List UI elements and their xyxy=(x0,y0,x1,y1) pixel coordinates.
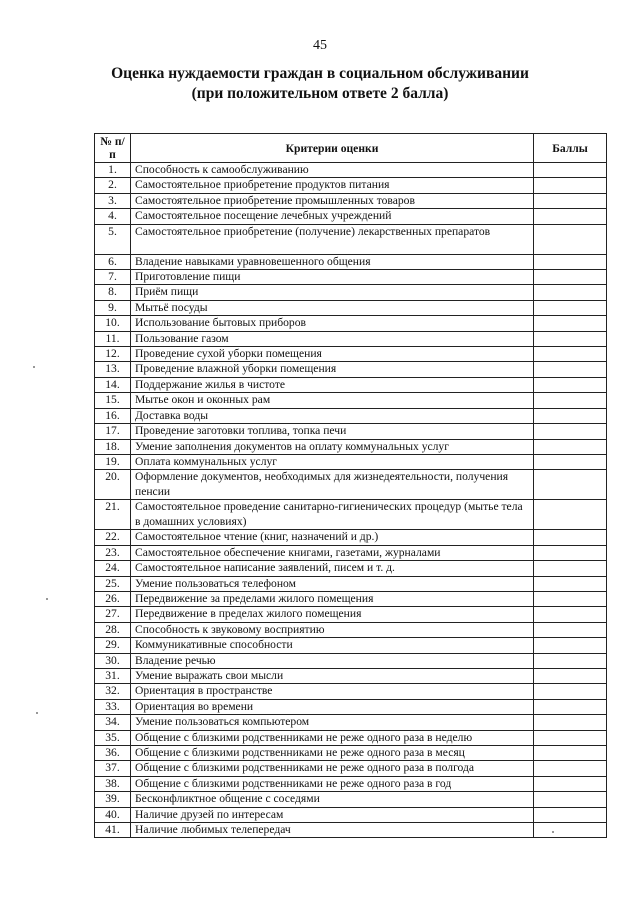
score-cell xyxy=(534,622,607,637)
table-row xyxy=(95,224,607,254)
row-number: 13. xyxy=(95,362,131,377)
score-cell xyxy=(534,270,607,285)
table-row xyxy=(95,193,607,208)
criterion-text: Мытье окон и оконных рам xyxy=(131,393,534,408)
score-cell xyxy=(534,823,607,838)
score-cell xyxy=(534,362,607,377)
row-number: 15. xyxy=(95,393,131,408)
score-cell xyxy=(534,454,607,469)
table-row xyxy=(95,730,607,745)
table-row xyxy=(95,792,607,807)
score-cell xyxy=(534,730,607,745)
score-cell xyxy=(534,761,607,776)
criterion-text: Доставка воды xyxy=(131,408,534,423)
row-number: 32. xyxy=(95,684,131,699)
row-number: 20. xyxy=(95,470,131,500)
table-header-row xyxy=(95,134,607,163)
score-cell xyxy=(534,377,607,392)
row-number: 11. xyxy=(95,331,131,346)
row-number: 1. xyxy=(95,163,131,178)
header-number xyxy=(95,134,131,163)
score-cell xyxy=(534,439,607,454)
score-cell xyxy=(534,576,607,591)
row-number: 4. xyxy=(95,209,131,224)
row-number: 38. xyxy=(95,776,131,791)
score-cell xyxy=(534,408,607,423)
header-criteria xyxy=(131,134,534,163)
score-cell xyxy=(534,331,607,346)
criterion-text: Пользование газом xyxy=(131,331,534,346)
table-row xyxy=(95,454,607,469)
title-line-2: (при положительном ответе 2 балла) xyxy=(191,85,449,102)
table-row xyxy=(95,209,607,224)
row-number: 40. xyxy=(95,807,131,822)
criterion-text: Проведение влажной уборки помещения xyxy=(131,362,534,377)
criterion-text: Умение пользоваться телефоном xyxy=(131,576,534,591)
score-cell xyxy=(534,285,607,300)
table-row xyxy=(95,300,607,315)
table-row xyxy=(95,561,607,576)
criterion-text: Наличие друзей по интересам xyxy=(131,807,534,822)
row-number: 21. xyxy=(95,500,131,530)
criterion-text: Наличие любимых телепередач xyxy=(131,823,534,838)
criterion-text: Самостоятельное приобретение продуктов питания xyxy=(131,178,534,193)
page-number: 45 xyxy=(313,38,327,53)
criterion-text: Мытьё посуды xyxy=(131,300,534,315)
table-row xyxy=(95,668,607,683)
row-number: 12. xyxy=(95,347,131,362)
score-cell xyxy=(534,807,607,822)
table-row xyxy=(95,746,607,761)
criterion-text: Бесконфликтное общение с соседями xyxy=(131,792,534,807)
title-line-1: Оценка нуждаемости граждан в социальном обслуживании xyxy=(111,65,529,82)
table-row xyxy=(95,576,607,591)
criterion-text: Общение с близкими родственниками не реже одного раза в полгода xyxy=(131,761,534,776)
criterion-text: Умение выражать свои мысли xyxy=(131,668,534,683)
criterion-text: Приготовление пищи xyxy=(131,270,534,285)
row-number: 8. xyxy=(95,285,131,300)
row-number: 31. xyxy=(95,668,131,683)
criterion-text: Ориентация во времени xyxy=(131,699,534,714)
row-number: 36. xyxy=(95,746,131,761)
table-row xyxy=(95,270,607,285)
table-row xyxy=(95,470,607,500)
criterion-text: Самостоятельное посещение лечебных учреждений xyxy=(131,209,534,224)
table-row xyxy=(95,377,607,392)
score-cell xyxy=(534,684,607,699)
score-cell xyxy=(534,178,607,193)
criterion-text: Использование бытовых приборов xyxy=(131,316,534,331)
row-number: 18. xyxy=(95,439,131,454)
criterion-text: Приём пищи xyxy=(131,285,534,300)
table-row xyxy=(95,684,607,699)
criterion-text: Самостоятельное приобретение (получение) лекарственных препаратов xyxy=(131,224,534,254)
row-number: 10. xyxy=(95,316,131,331)
header-number-label: № п/п xyxy=(100,135,125,161)
table-body xyxy=(95,163,607,838)
score-cell xyxy=(534,668,607,683)
score-cell xyxy=(534,393,607,408)
header-score-label: Баллы xyxy=(552,141,588,155)
table-row xyxy=(95,347,607,362)
criterion-text: Владение навыками уравновешенного общения xyxy=(131,254,534,269)
table-row xyxy=(95,699,607,714)
criterion-text: Оплата коммунальных услуг xyxy=(131,454,534,469)
row-number: 14. xyxy=(95,377,131,392)
table-row xyxy=(95,715,607,730)
row-number: 16. xyxy=(95,408,131,423)
row-number: 35. xyxy=(95,730,131,745)
score-cell xyxy=(534,316,607,331)
score-cell xyxy=(534,561,607,576)
row-number: 17. xyxy=(95,424,131,439)
row-number: 7. xyxy=(95,270,131,285)
criterion-text: Проведение сухой уборки помещения xyxy=(131,347,534,362)
score-cell xyxy=(534,163,607,178)
score-cell xyxy=(534,746,607,761)
criterion-text: Самостоятельное чтение (книг, назначений и др.) xyxy=(131,530,534,545)
table-row xyxy=(95,439,607,454)
score-cell xyxy=(534,209,607,224)
table-row xyxy=(95,254,607,269)
criteria-table xyxy=(94,133,607,838)
table-row xyxy=(95,638,607,653)
criterion-text: Самостоятельное приобретение промышленных товаров xyxy=(131,193,534,208)
table-row xyxy=(95,316,607,331)
criterion-text: Поддержание жилья в чистоте xyxy=(131,377,534,392)
table-row xyxy=(95,607,607,622)
row-number: 37. xyxy=(95,761,131,776)
criterion-text: Передвижение за пределами жилого помещения xyxy=(131,591,534,606)
table-row xyxy=(95,331,607,346)
score-cell xyxy=(534,254,607,269)
criterion-text: Способность к звуковому восприятию xyxy=(131,622,534,637)
row-number: 25. xyxy=(95,576,131,591)
score-cell xyxy=(534,500,607,530)
criterion-text: Ориентация в пространстве xyxy=(131,684,534,699)
table-row xyxy=(95,393,607,408)
score-cell xyxy=(534,424,607,439)
row-number: 23. xyxy=(95,545,131,560)
table-row xyxy=(95,530,607,545)
criterion-text: Оформление документов, необходимых для жизнедеятельности, получения пенсии xyxy=(131,470,534,500)
criterion-text: Способность к самообслуживанию xyxy=(131,163,534,178)
score-cell xyxy=(534,653,607,668)
row-number: 34. xyxy=(95,715,131,730)
row-number: 6. xyxy=(95,254,131,269)
table-row xyxy=(95,823,607,838)
row-number: 33. xyxy=(95,699,131,714)
table-row xyxy=(95,408,607,423)
page-title xyxy=(40,64,600,104)
score-cell xyxy=(534,470,607,500)
row-number: 28. xyxy=(95,622,131,637)
score-cell xyxy=(534,347,607,362)
row-number: 5. xyxy=(95,224,131,254)
score-cell xyxy=(534,638,607,653)
criterion-text: Владение речью xyxy=(131,653,534,668)
score-cell xyxy=(534,300,607,315)
row-number: 29. xyxy=(95,638,131,653)
row-number: 27. xyxy=(95,607,131,622)
criterion-text: Самостоятельное обеспечение книгами, газетами, журналами xyxy=(131,545,534,560)
header-criteria-label: Критерии оценки xyxy=(285,141,379,155)
table-row xyxy=(95,163,607,178)
row-number: 26. xyxy=(95,591,131,606)
row-number: 30. xyxy=(95,653,131,668)
row-number: 24. xyxy=(95,561,131,576)
table-row xyxy=(95,424,607,439)
row-number: 22. xyxy=(95,530,131,545)
criterion-text: Общение с близкими родственниками не реже одного раза в месяц xyxy=(131,746,534,761)
scan-speck xyxy=(33,366,35,368)
table-row xyxy=(95,591,607,606)
criterion-text: Умение заполнения документов на оплату коммунальных услуг xyxy=(131,439,534,454)
criterion-text: Общение с близкими родственниками не реже одного раза в год xyxy=(131,776,534,791)
table-row xyxy=(95,622,607,637)
criterion-text: Коммуникативные способности xyxy=(131,638,534,653)
score-cell xyxy=(534,607,607,622)
row-number: 2. xyxy=(95,178,131,193)
criterion-text: Проведение заготовки топлива, топка печи xyxy=(131,424,534,439)
table-row xyxy=(95,500,607,530)
score-cell xyxy=(534,193,607,208)
criterion-text: Общение с близкими родственниками не реже одного раза в неделю xyxy=(131,730,534,745)
table-row xyxy=(95,285,607,300)
scan-speck xyxy=(552,831,554,833)
score-cell xyxy=(534,699,607,714)
table-row xyxy=(95,362,607,377)
row-number: 39. xyxy=(95,792,131,807)
criterion-text: Самостоятельное написание заявлений, писем и т. д. xyxy=(131,561,534,576)
scan-speck xyxy=(36,712,38,714)
score-cell xyxy=(534,776,607,791)
header-score xyxy=(534,134,607,163)
row-number: 19. xyxy=(95,454,131,469)
row-number: 9. xyxy=(95,300,131,315)
table-row xyxy=(95,761,607,776)
score-cell xyxy=(534,530,607,545)
table-row xyxy=(95,807,607,822)
score-cell xyxy=(534,591,607,606)
score-cell xyxy=(534,792,607,807)
criterion-text: Умение пользоваться компьютером xyxy=(131,715,534,730)
row-number: 3. xyxy=(95,193,131,208)
score-cell xyxy=(534,715,607,730)
table-row xyxy=(95,653,607,668)
score-cell xyxy=(534,545,607,560)
row-number: 41. xyxy=(95,823,131,838)
table-row xyxy=(95,178,607,193)
scan-speck xyxy=(46,598,48,600)
score-cell xyxy=(534,224,607,254)
criterion-text: Самостоятельное проведение санитарно-гигиенических процедур (мытье тела в домашних условиях) xyxy=(131,500,534,530)
table-row xyxy=(95,776,607,791)
criterion-text: Передвижение в пределах жилого помещения xyxy=(131,607,534,622)
table-row xyxy=(95,545,607,560)
